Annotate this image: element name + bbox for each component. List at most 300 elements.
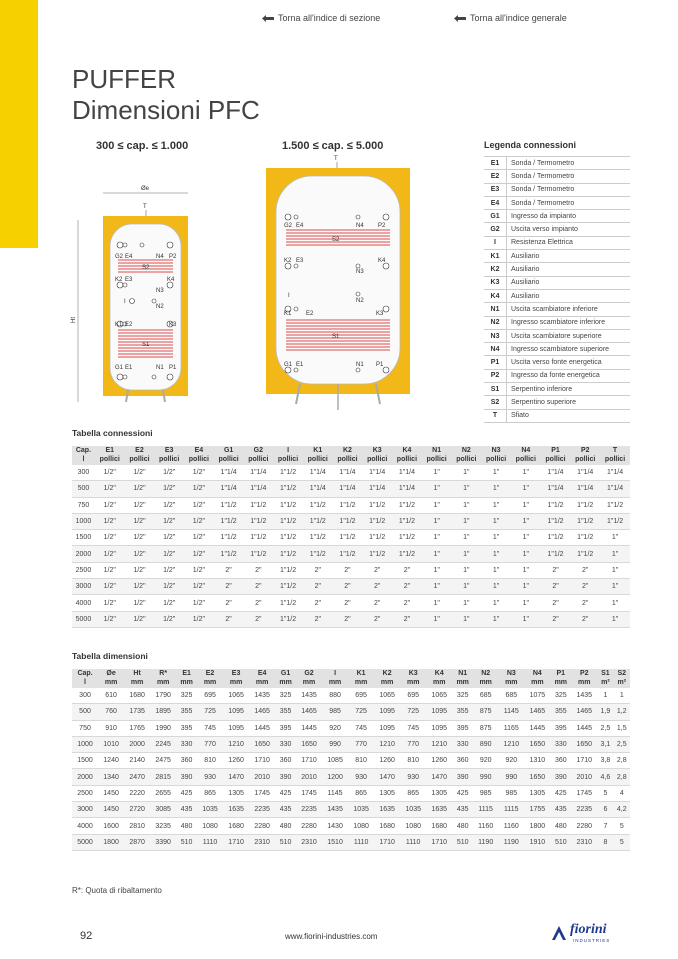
legend-row — [484, 369, 630, 382]
header-unit: mm — [554, 678, 568, 686]
table-cell: 300 — [72, 688, 98, 704]
table-cell: 1" — [452, 562, 482, 578]
table-cell: 360 — [275, 753, 296, 769]
legend-description: Uscita verso impianto — [507, 223, 631, 236]
table-cell: 1445 — [249, 720, 275, 736]
legend-description: Ingresso da fonte energetica — [507, 369, 631, 382]
table-cell: 355 — [275, 704, 296, 720]
k4-label: K4 — [378, 258, 386, 264]
i-label: I — [288, 293, 290, 299]
header-name: N1 — [432, 447, 442, 454]
table-cell: 2010 — [249, 769, 275, 785]
table-cell: 1710 — [296, 753, 322, 769]
table-cell: 330 — [275, 736, 296, 752]
header-unit: pollici — [426, 455, 447, 463]
header-name: K3 — [408, 670, 418, 677]
column-header — [95, 446, 125, 465]
e4-label: E4 — [296, 223, 304, 229]
header-unit: pollici — [337, 455, 358, 463]
table-cell: 1/2" — [184, 611, 214, 627]
table-cell: 1"1/2 — [214, 530, 244, 546]
table-cell: 725 — [197, 704, 223, 720]
table-cell: 695 — [197, 688, 223, 704]
table-cell: 1210 — [223, 736, 249, 752]
table-cell: 1"1/2 — [273, 611, 303, 627]
table-cell: 1"1/2 — [273, 530, 303, 546]
column-header — [400, 669, 426, 688]
header-name: K1 — [356, 670, 366, 677]
table-cell: 810 — [197, 753, 223, 769]
header-unit: mm — [531, 678, 544, 686]
table-cell: 1435 — [296, 688, 322, 704]
table-cell: 5000 — [72, 611, 95, 627]
column-header — [273, 446, 303, 465]
table-cell: 1"1/2 — [333, 546, 363, 562]
table-cell: 330 — [452, 736, 473, 752]
table-cell: 1"1/2 — [541, 530, 571, 546]
table-cell: 1095 — [374, 704, 400, 720]
table-cell: 1080 — [348, 818, 374, 834]
table-cell: 1"1/4 — [303, 481, 333, 497]
table-cell: 2" — [303, 611, 333, 627]
table-cell: 510 — [550, 834, 571, 850]
table-cell: 1465 — [571, 704, 597, 720]
table-cell: 2280 — [296, 818, 322, 834]
table-cell: 395 — [176, 720, 197, 736]
table-cell: 910 — [98, 720, 124, 736]
header-name: Cap. — [75, 447, 92, 454]
table-cell: 1"1/4 — [570, 465, 600, 481]
table-cell: 1" — [511, 530, 541, 546]
table-cell: 1115 — [473, 802, 498, 818]
n1-label: N1 — [156, 365, 164, 371]
table-cell: 1"1/2 — [541, 546, 571, 562]
table-cell: 1" — [422, 530, 452, 546]
table-cell: 1650 — [524, 736, 550, 752]
table-cell: 1"1/2 — [570, 497, 600, 513]
table-cell: 5 — [614, 834, 630, 850]
header-unit: mm — [130, 678, 144, 686]
table-cell: 2870 — [124, 834, 150, 850]
table-cell: 1310 — [524, 753, 550, 769]
table-cell: 1/2" — [95, 481, 125, 497]
table-cell: 1"1/4 — [600, 481, 630, 497]
header-unit: pollici — [307, 455, 328, 463]
page-number: 92 — [80, 930, 93, 942]
legend-description: Ausiliario — [507, 250, 631, 263]
column-header — [184, 446, 214, 465]
legend-row — [484, 223, 630, 236]
header-unit: mm — [433, 678, 446, 686]
header-unit: mm — [104, 678, 118, 686]
table-cell: 890 — [473, 736, 498, 752]
header-unit: pollici — [277, 455, 299, 463]
k1-label: K1 — [284, 311, 292, 317]
legend-description: Ausiliario — [507, 289, 631, 302]
table-cell: 1470 — [426, 769, 452, 785]
table-cell: 2310 — [296, 834, 322, 850]
n3-label: N3 — [156, 288, 164, 294]
table-cell: 1145 — [322, 785, 348, 801]
table-cell: 360 — [452, 753, 473, 769]
table-cell: 1600 — [98, 818, 124, 834]
table-cell: 1"1/2 — [303, 530, 333, 546]
legend-code: N3 — [484, 329, 507, 342]
table-cell: 2,8 — [614, 769, 630, 785]
table-cell: 1680 — [223, 818, 249, 834]
table-cell: 745 — [197, 720, 223, 736]
legend-description: Ausiliario — [507, 276, 631, 289]
header-unit: l — [84, 678, 86, 686]
table-cell: 5000 — [72, 834, 98, 850]
general-index-link[interactable] — [454, 13, 567, 23]
table-cell: 325 — [275, 688, 296, 704]
table-cell: 390 — [550, 769, 571, 785]
table-cell: 1/2" — [125, 595, 155, 611]
table-cell: 1735 — [124, 704, 150, 720]
table-cell: 2500 — [72, 785, 98, 801]
table-cell: 1680 — [426, 818, 452, 834]
legend-row — [484, 183, 630, 196]
table-cell: 1"1/4 — [303, 465, 333, 481]
table-cell: 1035 — [348, 802, 374, 818]
table-cell: 355 — [550, 704, 571, 720]
header-name: K4 — [402, 447, 412, 454]
title-line-2: Dimensioni PFC — [72, 95, 260, 125]
table-cell: 1"1/2 — [214, 497, 244, 513]
legend-code: K1 — [484, 250, 507, 263]
table-cell: 1" — [422, 513, 452, 529]
table-cell: 2" — [303, 562, 333, 578]
table-cell: 1095 — [374, 720, 400, 736]
column-header — [243, 446, 273, 465]
header-name: E2 — [135, 447, 144, 454]
table-cell: 1"1/4 — [362, 481, 392, 497]
table-cell: 2235 — [571, 802, 597, 818]
table-cell: 1"1/2 — [273, 497, 303, 513]
table-cell: 1"1/2 — [273, 562, 303, 578]
table-cell: 1"1/2 — [541, 497, 571, 513]
header-name: K2 — [343, 447, 352, 454]
table-cell: 1010 — [98, 736, 124, 752]
legend-code: N1 — [484, 303, 507, 316]
table-cell: 3000 — [72, 802, 98, 818]
header-unit: mm — [406, 678, 420, 686]
dim-oe-label: Øe — [141, 186, 150, 192]
table-cell: 360 — [550, 753, 571, 769]
s2-label: S2 — [332, 237, 340, 243]
table-cell: 3000 — [72, 579, 95, 595]
table-cell: 1" — [452, 513, 482, 529]
legend-description: Uscita verso fonte energetica — [507, 356, 631, 369]
table-cell: 1"1/2 — [273, 481, 303, 497]
table-cell: 1/2" — [184, 481, 214, 497]
table-cell: 2235 — [249, 802, 275, 818]
table-cell: 2235 — [296, 802, 322, 818]
column-header — [614, 669, 630, 688]
legend-row — [484, 409, 630, 422]
table-cell: 990 — [322, 736, 348, 752]
table-cell: 2" — [541, 562, 571, 578]
table-cell: 930 — [348, 769, 374, 785]
header-name: I — [287, 447, 290, 454]
table-cell: 1800 — [98, 834, 124, 850]
table-cell: 1"1/2 — [243, 530, 273, 546]
header-unit: pollici — [159, 455, 180, 463]
header-unit: mm — [156, 678, 170, 686]
table-row — [72, 736, 630, 752]
legend-description: Uscita scambiatore superiore — [507, 329, 631, 342]
table-cell: 1"1/2 — [273, 513, 303, 529]
table-cell: 1745 — [249, 785, 275, 801]
table-row — [72, 465, 630, 481]
table-cell: 2" — [214, 611, 244, 627]
table-cell: 1080 — [400, 818, 426, 834]
table-cell: 2220 — [124, 785, 150, 801]
table-cell: 2" — [243, 562, 273, 578]
table-cell: 1/2" — [125, 611, 155, 627]
table-cell: 1745 — [296, 785, 322, 801]
n2-label: N2 — [356, 298, 364, 304]
table-cell: 2" — [333, 579, 363, 595]
section-index-link[interactable] — [262, 13, 380, 23]
header-unit: pollici — [188, 455, 209, 463]
table-cell: 930 — [400, 769, 426, 785]
table-cell: 1"1/2 — [392, 530, 422, 546]
header-unit: mm — [328, 678, 342, 686]
table-cell: 425 — [275, 785, 296, 801]
table-cell: 390 — [176, 769, 197, 785]
table-cell: 1" — [511, 546, 541, 562]
table-cell: 1435 — [322, 802, 348, 818]
legend-row — [484, 170, 630, 183]
table-cell: 1"1/4 — [541, 481, 571, 497]
table-cell: 1"1/4 — [214, 481, 244, 497]
column-header — [303, 446, 333, 465]
header-unit: mm — [203, 678, 217, 686]
table-cell: 1" — [600, 546, 630, 562]
table-cell: 1445 — [571, 720, 597, 736]
table-cell: 1650 — [249, 736, 275, 752]
legend-description: Ingresso scambiatore superiore — [507, 343, 631, 356]
table-cell: 760 — [98, 704, 124, 720]
table-cell: 2" — [333, 611, 363, 627]
table-cell: 1" — [452, 465, 482, 481]
e4-label: E4 — [125, 254, 133, 260]
legend-code: E1 — [484, 157, 507, 170]
table-cell: 1/2" — [95, 465, 125, 481]
table-cell: 1095 — [223, 720, 249, 736]
website-url[interactable]: www.fiorini-industries.com — [285, 932, 378, 941]
legend-description: Ingresso scambiatore inferiore — [507, 316, 631, 329]
table-cell: 2815 — [150, 769, 176, 785]
table-cell: 4000 — [72, 818, 98, 834]
table-cell: 865 — [348, 785, 374, 801]
table-cell: 1790 — [150, 688, 176, 704]
table-cell: 1/2" — [125, 530, 155, 546]
table-cell: 1635 — [374, 802, 400, 818]
k4-label: K4 — [167, 277, 175, 283]
table-cell: 4 — [614, 785, 630, 801]
table-cell: 2" — [541, 611, 571, 627]
legend-code: N2 — [484, 316, 507, 329]
table-cell: 875 — [473, 720, 498, 736]
table-cell: 2" — [392, 562, 422, 578]
page-title — [72, 64, 260, 126]
table-cell: 810 — [400, 753, 426, 769]
table-cell: 1" — [452, 497, 482, 513]
e3-label: E3 — [125, 277, 133, 283]
table-cell: 1" — [600, 562, 630, 578]
table-cell: 1260 — [223, 753, 249, 769]
table-cell: 1305 — [524, 785, 550, 801]
table-cell: 1" — [422, 546, 452, 562]
table-cell: 1/2" — [95, 595, 125, 611]
table-cell: 1" — [511, 611, 541, 627]
small-tank-caption: 300 ≤ cap. ≤ 1.000 — [96, 140, 189, 152]
table-cell: 1470 — [223, 769, 249, 785]
table-cell: 500 — [72, 704, 98, 720]
table-cell: 1" — [481, 465, 511, 481]
column-header — [422, 446, 452, 465]
table-cell: 1"1/2 — [214, 546, 244, 562]
table-cell: 1165 — [498, 720, 524, 736]
k3-label: K3 — [169, 322, 177, 328]
header-name: T — [612, 447, 618, 454]
p1-label: P1 — [376, 362, 384, 368]
header-unit: pollici — [604, 455, 626, 463]
table-cell: 1" — [422, 595, 452, 611]
table-cell: 1065 — [426, 688, 452, 704]
header-name: N3 — [491, 447, 501, 454]
table-cell: 1650 — [571, 736, 597, 752]
table-cell: 1"1/2 — [570, 513, 600, 529]
table-cell: 1" — [481, 562, 511, 578]
table-cell: 685 — [498, 688, 524, 704]
legend-code: T — [484, 409, 507, 422]
table-cell: 1/2" — [125, 497, 155, 513]
table-cell: 4,2 — [614, 802, 630, 818]
legend-description: Resistenza Elettrica — [507, 236, 631, 249]
table-cell: 1/2" — [184, 546, 214, 562]
table-cell: 1" — [511, 562, 541, 578]
legend-code: E2 — [484, 170, 507, 183]
table-cell: 1" — [511, 481, 541, 497]
table-cell: 1" — [481, 497, 511, 513]
table-row — [72, 688, 630, 704]
header-unit: pollici — [456, 455, 477, 463]
table-cell: 1305 — [426, 785, 452, 801]
table-cell: 390 — [275, 769, 296, 785]
table-cell: 2" — [570, 595, 600, 611]
e1-label: E1 — [125, 365, 133, 371]
table-cell: 1" — [600, 579, 630, 595]
t-label: T — [143, 204, 147, 210]
table-cell: 1800 — [524, 818, 550, 834]
table-cell: 2,5 — [614, 736, 630, 752]
table-row — [72, 611, 630, 627]
legend-description: Ausiliario — [507, 263, 631, 276]
table-cell: 1"1/2 — [303, 546, 333, 562]
legend-code: S1 — [484, 383, 507, 396]
table-cell: 990 — [473, 769, 498, 785]
tank-body — [276, 176, 400, 384]
g2-label: G2 — [115, 254, 124, 260]
header-name: E1 — [182, 670, 191, 677]
table-cell: 1435 — [249, 688, 275, 704]
table-cell: 480 — [550, 818, 571, 834]
table-cell: 395 — [550, 720, 571, 736]
n1-label: N1 — [356, 362, 364, 368]
table-cell: 770 — [348, 736, 374, 752]
column-header — [125, 446, 155, 465]
s2-label: S2 — [142, 265, 150, 271]
table-cell: 1"1/2 — [303, 513, 333, 529]
header-unit: mm — [255, 678, 269, 686]
table-cell: 1/2" — [95, 562, 125, 578]
table-cell: 1"1/2 — [392, 513, 422, 529]
table-cell: 1"1/2 — [570, 546, 600, 562]
table-row — [72, 481, 630, 497]
legend-row — [484, 157, 630, 170]
n2-label: N2 — [156, 304, 164, 310]
table-cell: 1" — [600, 530, 630, 546]
table-cell: 695 — [348, 688, 374, 704]
column-header — [600, 446, 630, 465]
table-cell: 1/2" — [154, 611, 184, 627]
column-header — [150, 669, 176, 688]
table-cell: 1/2" — [154, 595, 184, 611]
table-cell: 1" — [511, 579, 541, 595]
legend-row — [484, 196, 630, 209]
legend-row — [484, 289, 630, 302]
column-header — [374, 669, 400, 688]
table-cell: 2280 — [571, 818, 597, 834]
table-cell: 985 — [473, 785, 498, 801]
dimensions-table-title: Tabella dimensioni — [72, 651, 148, 661]
table-cell: 325 — [550, 688, 571, 704]
table-cell: 1"1/4 — [214, 465, 244, 481]
table-cell: 2000 — [72, 546, 95, 562]
table-cell: 395 — [452, 720, 473, 736]
dim-ht-label: Ht — [71, 317, 77, 323]
column-header — [511, 446, 541, 465]
table-cell: 1095 — [223, 704, 249, 720]
header-name: Øe — [106, 670, 116, 677]
table-cell: 425 — [452, 785, 473, 801]
table-cell: 1075 — [524, 688, 550, 704]
table-cell: 1"1/4 — [600, 465, 630, 481]
table-cell: 1755 — [524, 802, 550, 818]
table-cell: 1/2" — [125, 546, 155, 562]
table-cell: 1/2" — [125, 481, 155, 497]
table-row — [72, 595, 630, 611]
column-header — [176, 669, 197, 688]
table-cell: 5 — [614, 818, 630, 834]
legend-description: Sonda / Termometro — [507, 157, 631, 170]
column-header — [214, 446, 244, 465]
header-unit: mm — [380, 678, 394, 686]
table-cell: 1"1/4 — [392, 465, 422, 481]
table-row — [72, 513, 630, 529]
legend-code: G2 — [484, 223, 507, 236]
table-cell: 1710 — [249, 753, 275, 769]
table-row — [72, 818, 630, 834]
logo-text: fiorini — [570, 922, 607, 937]
k1-label: K1 — [115, 322, 123, 328]
column-header — [597, 669, 613, 688]
column-header — [124, 669, 150, 688]
